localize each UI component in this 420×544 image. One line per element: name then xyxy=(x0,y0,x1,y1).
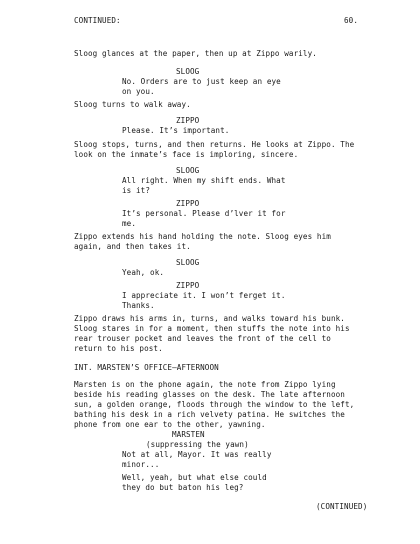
continued-footer: (CONTINUED) xyxy=(316,502,368,511)
action-line: Sloog glances at the paper, then up at Zippo warily. xyxy=(74,49,317,58)
action-line: look on the inmate’s face is imploring, sincere. xyxy=(74,150,299,159)
character-name: SLOOG xyxy=(176,258,200,267)
action-line: sun, a golden orange, floods through the window to the left, xyxy=(74,400,355,409)
dialogue-line: Not at all, Mayor. It was really xyxy=(122,450,272,459)
action-line: Zippo draws his arms in, turns, and walks toward his bunk. xyxy=(74,314,345,323)
character-name: SLOOG xyxy=(176,67,200,76)
character-name: SLOOG xyxy=(176,166,200,175)
dialogue-line: No. Orders are to just keep an eye xyxy=(122,77,281,86)
page-number: 60. xyxy=(344,16,359,25)
action-line: beside his reading glasses on the desk. The late afternoon xyxy=(74,390,345,399)
action-line: bathing his desk in a rich velvety patina. He switches the xyxy=(74,410,345,419)
action-line: Sloog turns to walk away. xyxy=(74,100,191,109)
parenthetical: (suppressing the yawn) xyxy=(146,440,249,449)
character-name: ZIPPO xyxy=(176,199,200,208)
character-name: MARSTEN xyxy=(172,430,205,439)
dialogue-line: on you. xyxy=(122,87,155,96)
dialogue-line: Well, yeah, but what else could xyxy=(122,473,267,482)
dialogue-line: Yeah, ok. xyxy=(122,268,165,277)
action-line: again, and then takes it. xyxy=(74,242,191,251)
action-line: Sloog stares in for a moment, then stuffs the note into his xyxy=(74,324,350,333)
action-line: rear trouser pocket and leaves the front of the cell to xyxy=(74,334,331,343)
dialogue-line: Thanks. xyxy=(122,301,155,310)
dialogue-line: is it? xyxy=(122,186,151,195)
action-line: Sloog stops, turns, and then returns. He looks at Zippo. The xyxy=(74,140,355,149)
dialogue-line: me. xyxy=(122,219,137,228)
dialogue-line: minor... xyxy=(122,460,160,469)
dialogue-line: they do but baton his leg? xyxy=(122,483,244,492)
action-line: phone from one ear to the other, yawning. xyxy=(74,420,266,429)
action-line: return to his post. xyxy=(74,344,163,353)
character-name: ZIPPO xyxy=(176,281,200,290)
action-line: Zippo extends his hand holding the note. Sloog eyes him xyxy=(74,232,331,241)
dialogue-line: It’s personal. Please d’lver it for xyxy=(122,209,286,218)
dialogue-line: I appreciate it. I won’t ferget it. xyxy=(122,291,286,300)
action-line: Marsten is on the phone again, the note from Zippo lying xyxy=(74,380,336,389)
scene-heading: INT. MARSTEN’S OFFICE—AFTERNOON xyxy=(74,363,219,372)
dialogue-line: Please. It’s important. xyxy=(122,126,230,135)
character-name: ZIPPO xyxy=(176,116,200,125)
dialogue-line: All right. When my shift ends. What xyxy=(122,176,286,185)
continued-header: CONTINUED: xyxy=(74,16,121,25)
